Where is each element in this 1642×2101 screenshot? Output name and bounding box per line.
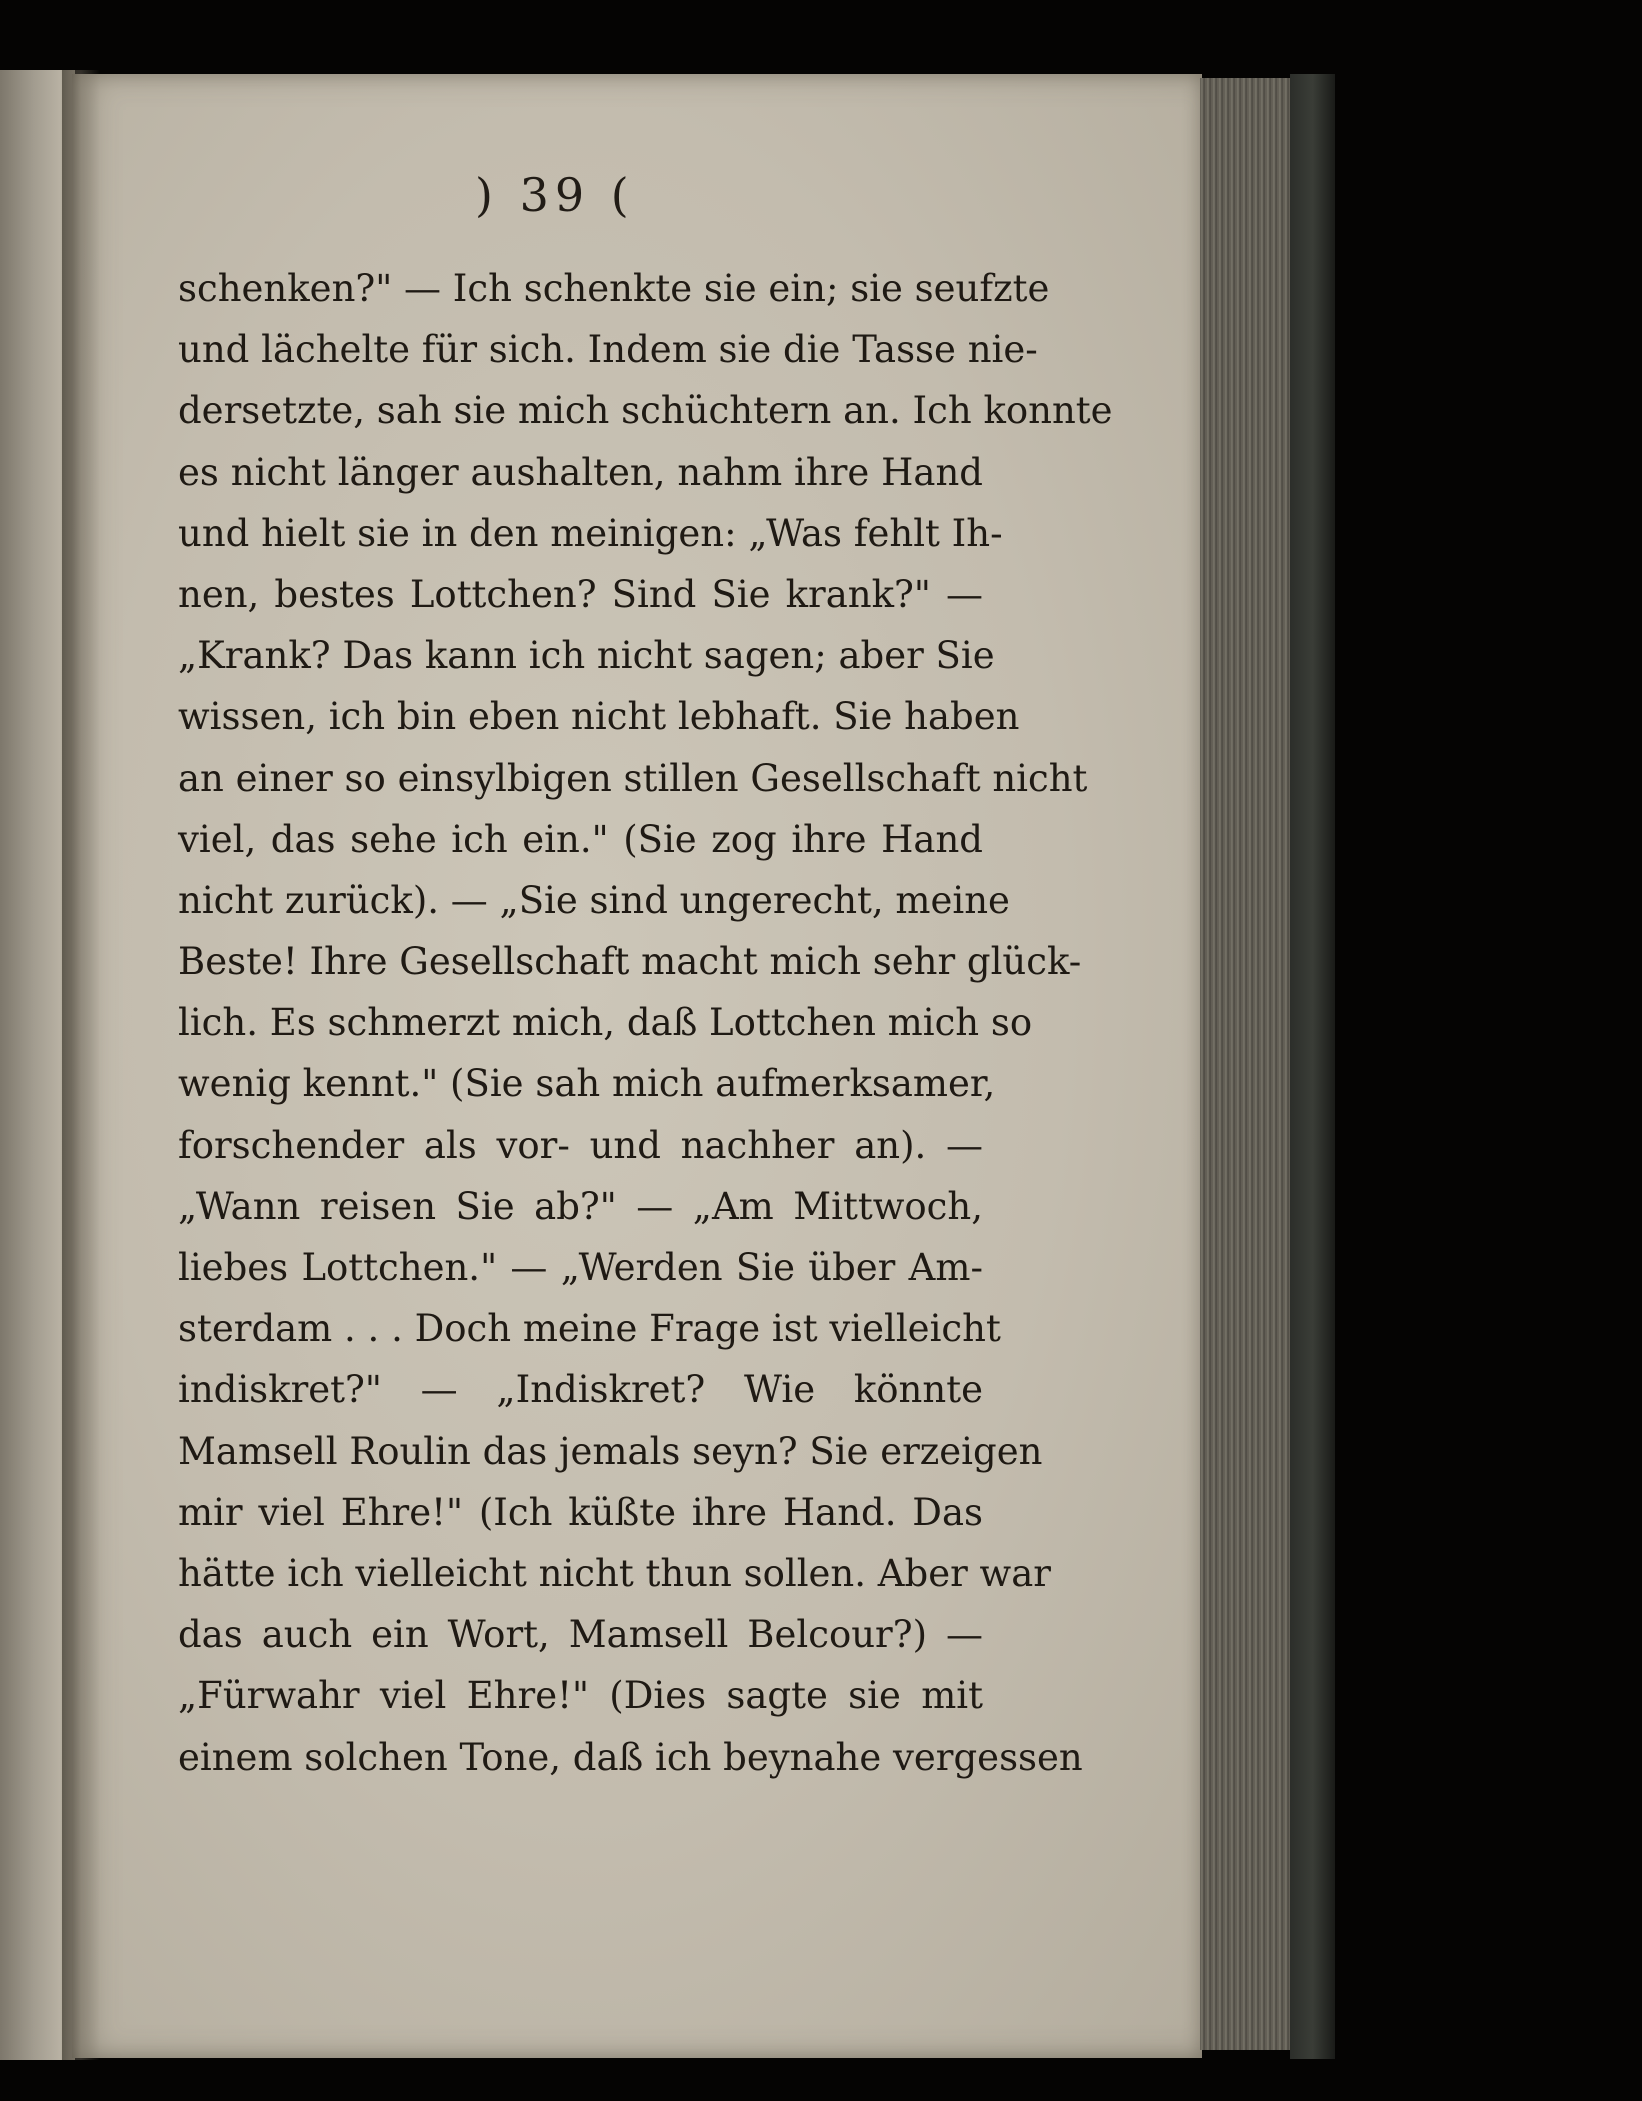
text-line: Mamsell Roulin das jemals seyn? Sie erzeigen: [178, 1429, 1043, 1473]
text-line: einem solchen Tone, daß ich beynahe vergessen: [178, 1735, 1083, 1779]
text-line: liebes Lottchen." — „Werden Sie über Am-: [178, 1246, 983, 1289]
text-line: viel, das sehe ich ein." (Sie zog ihre Hand: [178, 817, 983, 861]
text-line: mir viel Ehre!" (Ich küßte ihre Hand. Das: [178, 1490, 983, 1534]
text-line: es nicht länger aushalten, nahm ihre Hand: [178, 450, 983, 494]
text-line: Beste! Ihre Gesellschaft macht mich sehr glück-: [178, 940, 1082, 984]
text-line: „Fürwahr viel Ehre!" (Dies sagte sie mit: [178, 1674, 983, 1718]
text-line: sterdam . . . Doch meine Frage ist vielleicht: [178, 1307, 1001, 1351]
page-number-header: ) 39 (: [475, 168, 635, 222]
text-line: wissen, ich bin eben nicht lebhaft. Sie haben: [178, 695, 1020, 739]
text-line: dersetzte, sah sie mich schüchtern an. Ich konnte: [178, 389, 1113, 433]
book-cover-edge: [1290, 74, 1335, 2059]
book-gutter: [62, 70, 100, 2060]
text-line: das auch ein Wort, Mamsell Belcour?) —: [178, 1613, 983, 1657]
text-line: schenken?" — Ich schenkte sie ein; sie seufzte: [178, 267, 1050, 310]
text-line: forschender als vor- und nachher an). —: [178, 1123, 983, 1167]
body-text: [178, 258, 1113, 1788]
text-line: und hielt sie in den meinigen: „Was fehlt Ih-: [178, 511, 1003, 555]
text-line: nicht zurück). — „Sie sind ungerecht, meine: [178, 878, 1010, 922]
text-line: an einer so einsylbigen stillen Gesellschaft nicht: [178, 756, 1088, 800]
text-line: wenig kennt." (Sie sah mich aufmerksamer,: [178, 1062, 996, 1106]
text-line: lich. Es schmerzt mich, daß Lottchen mich so: [178, 1001, 1033, 1045]
text-line: „Wann reisen Sie ab?" — „Am Mittwoch,: [178, 1184, 983, 1228]
text-line: indiskret?" — „Indiskret? Wie könnte: [178, 1368, 983, 1412]
text-line: „Krank? Das kann ich nicht sagen; aber Sie: [178, 634, 995, 678]
text-line: hätte ich vielleicht nicht thun sollen. Aber war: [178, 1551, 1051, 1595]
text-line: und lächelte für sich. Indem sie die Tasse nie-: [178, 328, 1038, 372]
text-line: nen, bestes Lottchen? Sind Sie krank?" —: [178, 572, 983, 616]
